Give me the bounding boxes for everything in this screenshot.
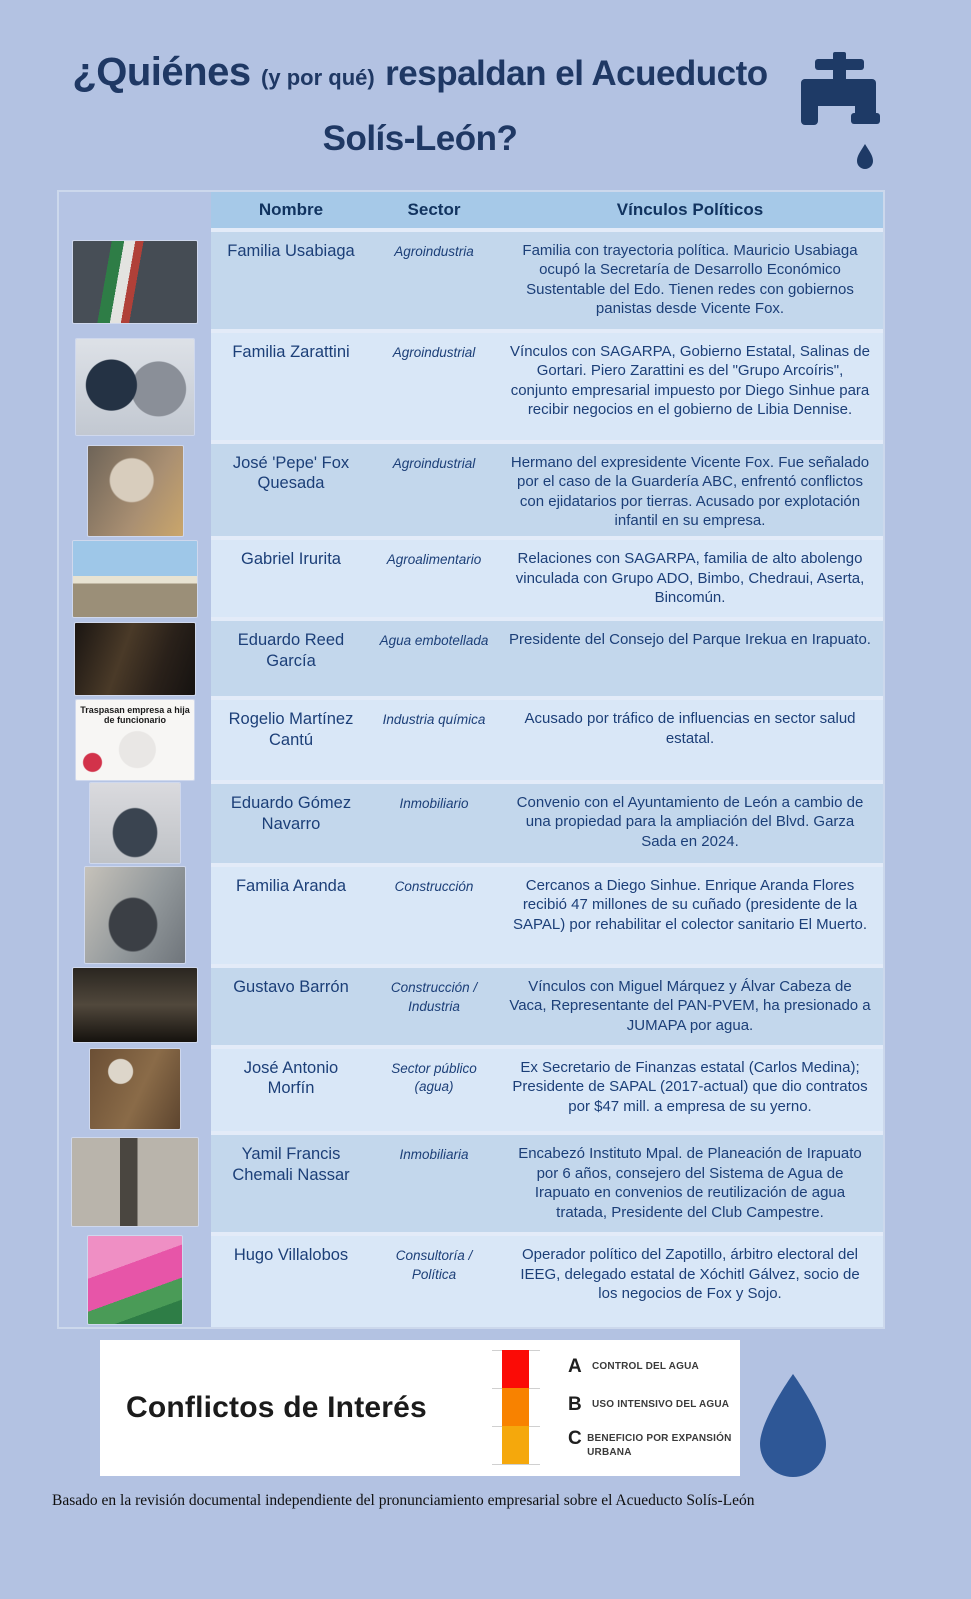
sector-cell: Consultoría / Política (395, 1248, 473, 1283)
vinculos-cell: Encabezó Instituto Mpal. de Planeación de Irapuato por 6 años, consejero del Sistema de Agua de Irapuato en convenios de reutilización de agua tratada, Presidente del Club Campestre. (518, 1145, 862, 1221)
vinculos-cell: Ex Secretario de Finanzas estatal (Carlos Medina); Presidente de SAPAL (2017-actual) que dio contratos por $47 mill. a empresa de su yerno. (512, 1058, 868, 1115)
legend-swatch-b (502, 1388, 529, 1426)
vinculos-cell: Convenio con el Ayuntamiento de León a cambio de una propiedad para la ampliación del Blvd. Garza Sada en 2024. (516, 793, 864, 850)
title-word-quienes: ¿Quiénes (72, 50, 251, 94)
photo-cell (59, 620, 211, 699)
title-line2: Solís-León? (322, 119, 518, 158)
photo-cell (59, 864, 211, 964)
photo-cell (59, 232, 211, 332)
sector-cell: Agroindustrial (392, 455, 476, 471)
name-cell: Rogelio Martínez Cantú (228, 710, 354, 749)
row-photo (76, 339, 194, 435)
legend-title: Conflictos de Interés (126, 1391, 427, 1424)
page-title (40, 50, 800, 159)
legend-letter-b: B (568, 1394, 582, 1415)
row-photo (90, 783, 180, 863)
sector-cell: Construcción (394, 878, 474, 894)
legend-label-a: CONTROL DEL AGUA (592, 1361, 699, 1372)
conflicts-legend (100, 1340, 740, 1476)
legend-swatch-c (502, 1426, 529, 1464)
table-row (211, 1135, 883, 1232)
table-row (211, 333, 883, 440)
name-cell: Gustavo Barrón (233, 977, 349, 996)
photo-column-header-spacer (59, 192, 211, 232)
photo-cell (59, 1233, 211, 1328)
legend-item-a (568, 1356, 699, 1378)
name-cell: Familia Aranda (235, 876, 347, 895)
legend-tick (492, 1464, 540, 1465)
legend-swatch-a (502, 1350, 529, 1388)
vinculos-cell: Acusado por tráfico de influencias en sector salud estatal. (524, 710, 856, 747)
row-photo (88, 446, 183, 536)
photo-cell (59, 1046, 211, 1133)
vinculos-cell: Hermano del expresidente Vicente Fox. Fue señalado por el caso de la Guardería ABC, enfrentó conflictos con ejidatarios por tierras. Acusado por explotación infantil en su empresa. (510, 453, 870, 530)
vinculos-cell: Relaciones con SAGARPA, familia de alto abolengo vinculada con Grupo ADO, Bimbo, Chedraui, Aserta, Bincomún. (515, 550, 865, 607)
table-row (211, 867, 883, 964)
legend-label-b: USO INTENSIVO DEL AGUA (592, 1399, 730, 1410)
photo-cell (59, 539, 211, 620)
vinculos-cell: Vínculos con SAGARPA, Gobierno Estatal, Salinas de Gortari. Piero Zarattini es del "Grupo Arcoíris", conjunto empresarial impuesto por Diego Sinhue para recibir negocios en el gobierno de Libia Dennise. (510, 342, 870, 419)
legend-letter-c: C (568, 1428, 582, 1449)
sector-cell: Agroalimentario (386, 552, 482, 568)
sector-cell: Agroindustrial (392, 344, 476, 360)
title-rest: respaldan el Acueducto (385, 54, 768, 93)
faucet-icon (795, 52, 895, 170)
row-photo (90, 1049, 180, 1129)
sector-cell: Agua embotellada (379, 633, 489, 649)
name-cell: Hugo Villalobos (233, 1246, 349, 1265)
row-photo (73, 541, 197, 617)
photo-cell (59, 1132, 211, 1232)
legend-letter-a: A (568, 1356, 582, 1377)
sector-cell: Sector público (agua) (391, 1060, 477, 1095)
photo-headline-text: Traspasan empresa a hija de funcionario (80, 705, 190, 726)
row-photo (88, 1236, 182, 1324)
vinculos-cell: Cercanos a Diego Sinhue. Enrique Aranda Flores recibió 47 millones de su cuñado (presidente de la SAPAL) por rehabilitar el colector sanitario El Muerto. (512, 876, 868, 933)
photo-cell (59, 332, 211, 442)
vinculos-cell: Presidente del Consejo del Parque Irekua en Irapuato. (509, 631, 871, 649)
legend-item-b (568, 1394, 729, 1416)
table-row (211, 1236, 883, 1327)
table-row (211, 232, 883, 329)
legend-items (568, 1340, 740, 1476)
title-parenthetical: (y por qué) (261, 65, 375, 90)
row-photo (72, 1138, 198, 1226)
name-cell: Familia Usabiaga (227, 241, 355, 260)
name-cell: José Antonio Morfín (243, 1058, 339, 1098)
legend-label-c: BENEFICIO POR EXPANSIÓN URBANA (587, 1433, 732, 1458)
table-header-row (211, 192, 883, 228)
vinculos-cell: Operador político del Zapotillo, árbitro electoral del IEEG, delegado estatal de Xóchitl Gálvez, socio de los negocios de Fox y Sojo. (520, 1246, 860, 1303)
footer-note: Basado en la revisión documental independiente del pronunciamiento empresarial sobre el Acueducto Solís-León (52, 1492, 755, 1509)
photo-column (59, 192, 211, 1327)
row-photo (76, 700, 194, 780)
name-cell: Familia Zarattini (232, 342, 350, 361)
name-cell: Eduardo Gómez Navarro (230, 793, 352, 833)
row-photo (73, 968, 197, 1042)
legend-item-c (568, 1428, 740, 1460)
name-cell: José 'Pepe' Fox Quesada (232, 453, 350, 493)
table-row (211, 1049, 883, 1132)
sector-cell: Industria química (382, 712, 486, 728)
photo-cell (59, 443, 211, 539)
photo-cell (59, 782, 211, 865)
table-row (211, 621, 883, 696)
title-line1 (40, 50, 800, 95)
row-photo (75, 623, 195, 695)
photo-cell (59, 698, 211, 782)
name-cell: Yamil Francis Chemali Nassar (232, 1145, 350, 1184)
water-drop-icon (752, 1372, 834, 1480)
supporters-table (57, 190, 885, 1329)
legend-color-bar (502, 1350, 529, 1464)
table-row (211, 784, 883, 863)
sector-cell: Construcción / Industria (390, 979, 478, 1014)
table-row (211, 444, 883, 537)
table-row (211, 968, 883, 1045)
row-photo (85, 867, 185, 963)
photo-cell (59, 965, 211, 1046)
name-cell: Eduardo Reed García (237, 631, 345, 670)
header-vinculos: Vínculos Políticos (616, 199, 764, 219)
vinculos-cell: Vínculos con Miguel Márquez y Álvar Cabeza de Vaca, Representante del PAN-PVEM, ha presionado a JUMAPA por agua. (509, 977, 871, 1034)
table-row (211, 700, 883, 780)
sector-cell: Inmobiliario (399, 795, 469, 811)
header-nombre: Nombre (258, 199, 324, 219)
name-cell: Gabriel Irurita (241, 550, 341, 569)
row-photo (73, 241, 197, 323)
header-sector: Sector (407, 199, 461, 219)
rows-column (211, 192, 883, 1327)
sector-cell: Agroindustria (394, 243, 474, 259)
table-row (211, 540, 883, 617)
vinculos-cell: Familia con trayectoria política. Mauricio Usabiaga ocupó la Secretaría de Desarrollo Económico Sustentable del Edo. Tienen redes con gobiernos panistas desde Vicente Fox. (522, 241, 858, 318)
sector-cell: Inmobiliaria (399, 1147, 469, 1163)
